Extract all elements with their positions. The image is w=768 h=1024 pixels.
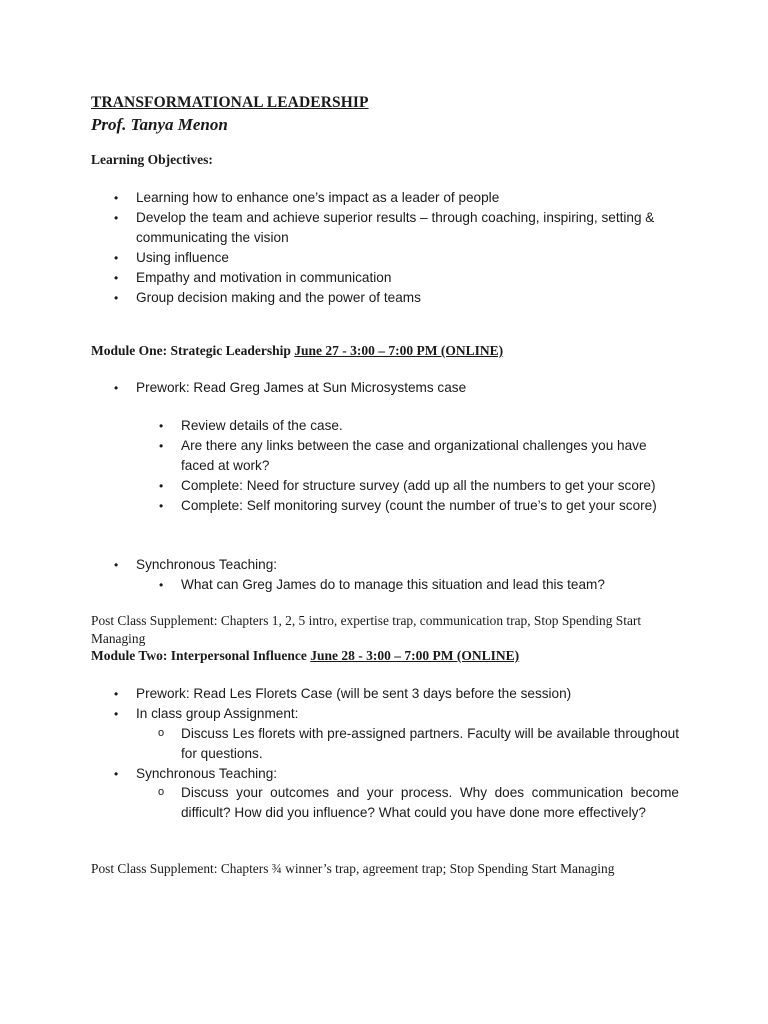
list-item: • Complete: Self monitoring survey (count the number of true’s to get your score) [181, 496, 679, 516]
list-item: • Empathy and motivation in communication [136, 268, 681, 288]
list-item: • Group decision making and the power of teams [136, 288, 681, 308]
module-one-supplement: Post Class Supplement: Chapters 1, 2, 5 intro, expertise trap, communication trap, Stop Spending Start Managing [91, 613, 642, 646]
module-two-synchronous-list [136, 764, 681, 784]
prework-item: • Prework: Read Greg James at Sun Microsystems case [136, 378, 681, 398]
module-one-title: Module One: Strategic Leadership [91, 343, 295, 358]
objectives-list [136, 188, 681, 308]
module-two-list [136, 684, 681, 724]
module-two-heading [91, 648, 519, 664]
prework-item: • Prework: Read Les Florets Case (will be sent 3 days before the session) [136, 684, 681, 704]
module-two-title: Module Two: Interpersonal Influence [91, 648, 311, 663]
synchronous-item: • Synchronous Teaching: [136, 555, 681, 575]
list-item: o Discuss Les florets with pre-assigned partners. Faculty will be available throughout for questions. [181, 724, 679, 764]
module-one-heading [91, 343, 503, 359]
module-one-prework-list [136, 378, 681, 398]
objectives-heading: Learning Objectives: [91, 152, 213, 167]
list-item: • Review details of the case. [181, 416, 679, 436]
module-two-supplement: Post Class Supplement: Chapters ¾ winner’s trap, agreement trap; Stop Spending Start Managing [91, 861, 615, 876]
module-two-synchronous-subitems [181, 783, 679, 823]
module-one-synchronous-list [136, 555, 681, 575]
module-two-group-subitems [181, 724, 679, 764]
list-item: • Learning how to enhance one’s impact as a leader of people [136, 188, 681, 208]
synchronous-item: • Synchronous Teaching: [136, 764, 681, 784]
list-item: • Complete: Need for structure survey (add up all the numbers to get your score) [181, 476, 679, 496]
document-title: TRANSFORMATIONAL LEADERSHIP [91, 94, 369, 111]
module-one-date: June 27 - 3:00 – 7:00 PM (ONLINE) [294, 343, 504, 358]
list-item: • Are there any links between the case and organizational challenges you have faced at work? [181, 436, 679, 476]
module-two-date: June 28 - 3:00 – 7:00 PM (ONLINE) [310, 648, 520, 663]
list-item: o Discuss your outcomes and your process. Why does communication become difficult? How did you influence? What could you have done more effectively? [181, 783, 679, 823]
group-assignment-item: • In class group Assignment: [136, 704, 681, 724]
list-item: • What can Greg James do to manage this situation and lead this team? [181, 575, 679, 595]
module-one-prework-subitems [181, 416, 679, 516]
module-one-synchronous-subitems [181, 575, 679, 595]
professor-name: Prof. Tanya Menon [91, 115, 228, 134]
list-item: • Using influence [136, 248, 681, 268]
list-item: • Develop the team and achieve superior results – through coaching, inspiring, setting & communicating the vision [136, 208, 681, 248]
